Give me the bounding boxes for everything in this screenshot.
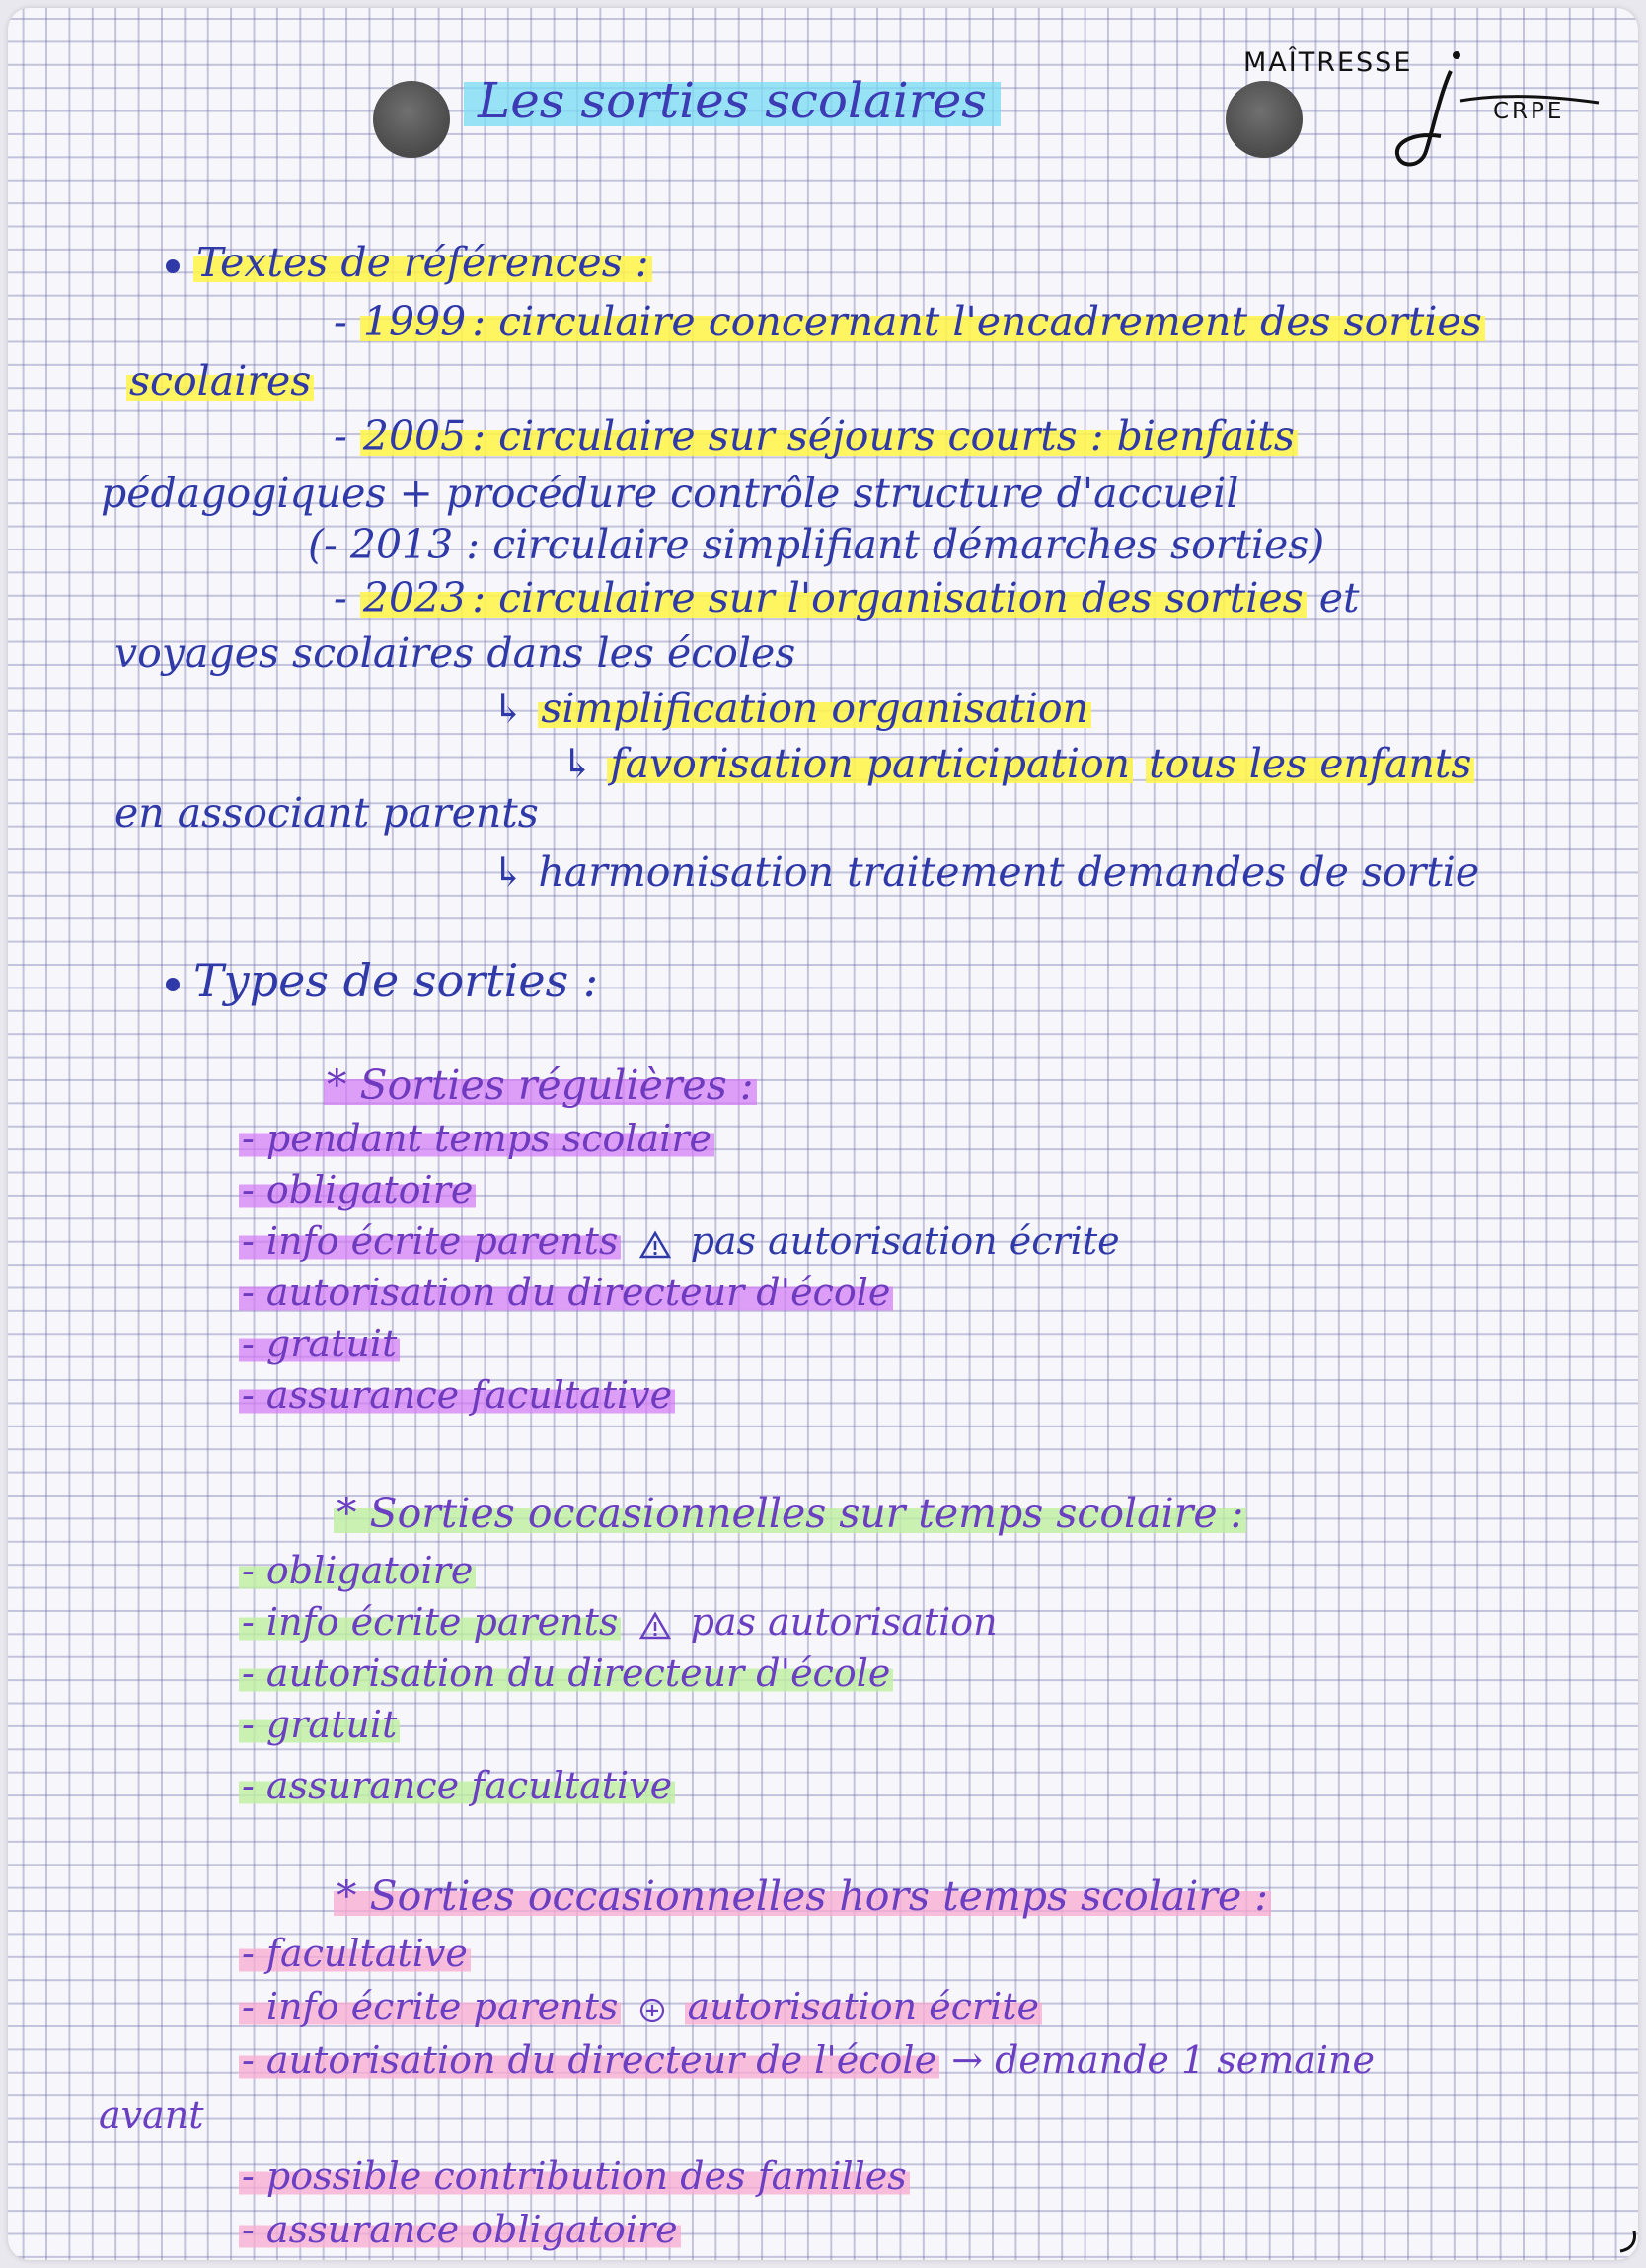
plus-circle-icon <box>638 1997 666 2024</box>
page-title: Les sorties scolaires <box>464 67 1001 134</box>
sub-point-favorisation-continued: en associant parents <box>114 789 539 837</box>
regular-item-2: - obligatoire <box>239 1164 476 1215</box>
binder-hole-left <box>373 81 450 158</box>
sub-point-harmonisation: ↳ harmonisation traitement demandes de sortie <box>491 848 1480 896</box>
sub-point-favorisation: ↳ favorisation participation tous les enfants <box>561 738 1474 789</box>
occasional-out-item-3-continued: avant <box>99 2093 204 2137</box>
page-curl-icon <box>1614 2230 1638 2255</box>
occasional-in-item-4: - gratuit <box>239 1699 400 1750</box>
bullet-dot-icon <box>166 259 180 273</box>
notebook-page <box>8 8 1638 2260</box>
warning-icon <box>638 1611 672 1641</box>
reference-2005: - 2005 : circulaire sur séjours courts : bienfaits <box>334 410 1298 462</box>
occasional-in-item-2: - info écrite parents pas autorisation <box>239 1596 998 1647</box>
logo-top-text: MAÎTRESSE <box>1243 47 1413 78</box>
reference-2013: (- 2013 : circulaire simplifiant démarches sorties) <box>308 521 1325 568</box>
occasional-in-item-3: - autorisation du directeur d'école <box>239 1647 893 1699</box>
occasional-in-item-1: - obligatoire <box>239 1545 476 1596</box>
occasional-out-item-5: - assurance obligatoire <box>239 2204 681 2255</box>
bullet-dot-icon <box>166 978 180 991</box>
regular-item-3: - info écrite parents pas autorisation écrite <box>239 1215 1120 1267</box>
regular-item-6: - assurance facultative <box>239 1369 675 1421</box>
occasional-in-item-5: - assurance facultative <box>239 1760 675 1811</box>
occasional-in-heading: * Sorties occasionnelles sur temps scolaire : <box>334 1488 1246 1539</box>
regular-item-5: - gratuit <box>239 1318 400 1369</box>
regular-outings-heading: * Sorties régulières : <box>324 1060 757 1111</box>
reference-2005-continued: pédagogiques + procédure contrôle structure d'accueil <box>101 470 1239 517</box>
reference-1999: - 1999 : circulaire concernant l'encadrement des sorties <box>334 296 1485 347</box>
reference-1999-continued: scolaires <box>126 355 314 406</box>
reference-2023-continued: voyages scolaires dans les écoles <box>114 629 796 677</box>
types-heading: Types de sorties : <box>166 955 598 1006</box>
occasional-out-item-4: - possible contribution des familles <box>239 2151 910 2202</box>
sub-point-simplification: ↳ simplification organisation <box>491 683 1091 734</box>
occasional-out-item-1: - facultative <box>239 1928 471 1979</box>
occasional-out-heading: * Sorties occasionnelles hors temps scolaire : <box>334 1870 1271 1922</box>
logo-bottom-text: CRPE <box>1493 99 1565 124</box>
occasional-out-item-3: - autorisation du directeur de l'école → demande 1 semaine <box>239 2034 1375 2085</box>
regular-item-1: - pendant temps scolaire <box>239 1113 714 1164</box>
references-heading: Textes de références : <box>166 237 652 288</box>
reference-2023: - 2023 : circulaire sur l'organisation des sorties et <box>334 574 1360 622</box>
occasional-out-item-2: - info écrite parents autorisation écrite <box>239 1981 1042 2032</box>
regular-item-4: - autorisation du directeur d'école <box>239 1267 893 1318</box>
warning-icon <box>638 1230 672 1260</box>
